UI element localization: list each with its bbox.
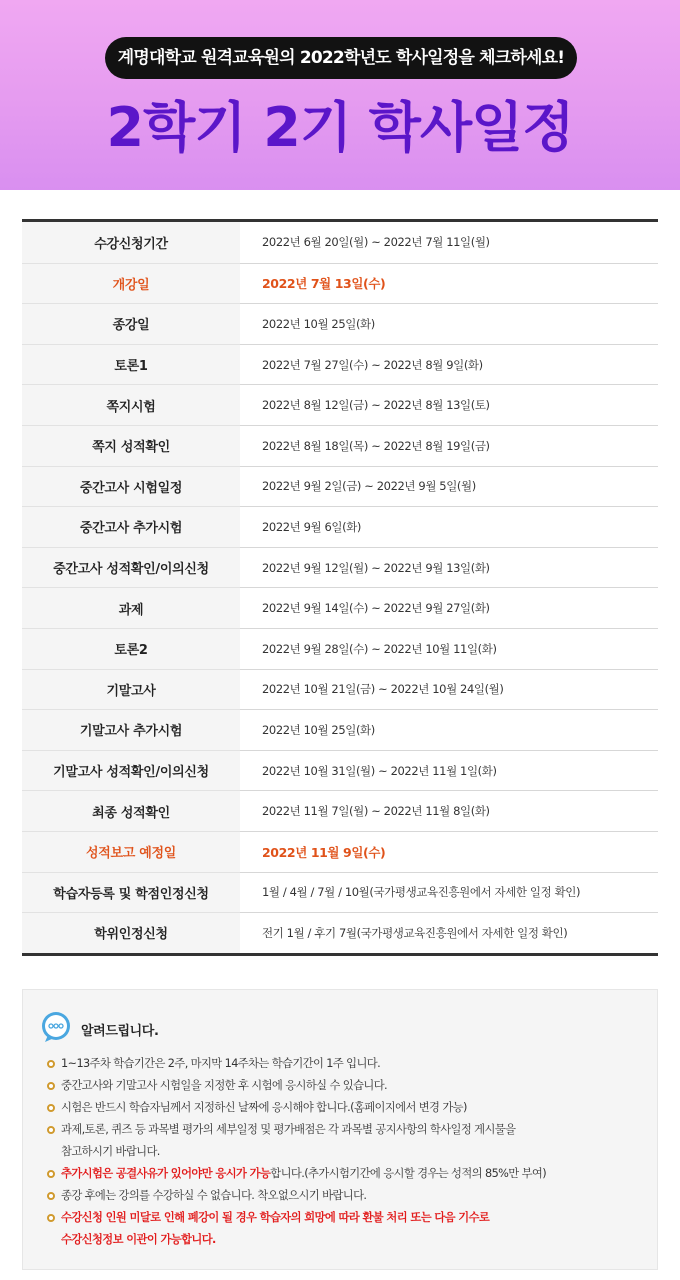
page-title: 2학기 2기 학사일정 bbox=[106, 96, 574, 159]
table-row bbox=[22, 425, 658, 466]
schedule-value: 2022년 9월 28일(수) ~ 2022년 10월 11일(화) bbox=[240, 628, 658, 669]
table-row bbox=[22, 506, 658, 547]
circle-bullet-icon bbox=[47, 1082, 55, 1090]
notice-list bbox=[45, 1053, 655, 1251]
table-row bbox=[22, 790, 658, 831]
list-item bbox=[45, 1097, 655, 1119]
schedule-label: 토론1 bbox=[22, 344, 240, 385]
schedule-value: 2022년 10월 25일(화) bbox=[240, 303, 658, 344]
circle-bullet-icon bbox=[47, 1126, 55, 1134]
schedule-value: 전기 1월 / 후기 7월(국가평생교육진흥원에서 자세한 일정 확인) bbox=[240, 912, 658, 953]
list-item bbox=[45, 1185, 655, 1207]
schedule-label: 기말고사 성적확인/이의신청 bbox=[22, 750, 240, 791]
schedule-label: 중간고사 추가시험 bbox=[22, 506, 240, 547]
table-row bbox=[22, 263, 658, 304]
schedule-value: 2022년 9월 2일(금) ~ 2022년 9월 5일(월) bbox=[240, 466, 658, 507]
table-row bbox=[22, 547, 658, 588]
schedule-value: 2022년 9월 6일(화) bbox=[240, 506, 658, 547]
schedule-label: 과제 bbox=[22, 587, 240, 628]
circle-bullet-icon bbox=[47, 1170, 55, 1178]
schedule-value: 2022년 8월 18일(목) ~ 2022년 8월 19일(금) bbox=[240, 425, 658, 466]
table-row bbox=[22, 750, 658, 791]
schedule-label: 쪽지 성적확인 bbox=[22, 425, 240, 466]
table-row bbox=[22, 669, 658, 710]
circle-bullet-icon bbox=[47, 1214, 55, 1222]
table-row bbox=[22, 303, 658, 344]
schedule-value: 2022년 9월 12일(월) ~ 2022년 9월 13일(화) bbox=[240, 547, 658, 588]
circle-bullet-icon bbox=[47, 1104, 55, 1112]
table-row bbox=[22, 831, 658, 872]
hero-subtitle-pill: 계명대학교 원격교육원의 2022학년도 학사일정을 체크하세요! bbox=[105, 37, 577, 79]
schedule-label: 학습자등록 및 학점인정신청 bbox=[22, 872, 240, 913]
schedule-label: 최종 성적확인 bbox=[22, 790, 240, 831]
schedule-value: 2022년 7월 13일(수) bbox=[240, 263, 658, 304]
schedule-table bbox=[22, 219, 658, 956]
table-row bbox=[22, 587, 658, 628]
schedule-label: 토론2 bbox=[22, 628, 240, 669]
notice-item-text: 중간고사와 기말고사 시험일을 지정한 후 시험에 응시하실 수 있습니다. bbox=[61, 1079, 387, 1092]
schedule-label: 수강신청기간 bbox=[22, 222, 240, 263]
schedule-label: 중간고사 성적확인/이의신청 bbox=[22, 547, 240, 588]
notice-item-text-cont: 참고하시기 바랍니다. bbox=[61, 1145, 160, 1158]
schedule-label: 성적보고 예정일 bbox=[22, 831, 240, 872]
schedule-value: 2022년 7월 27일(수) ~ 2022년 8월 9일(화) bbox=[240, 344, 658, 385]
schedule-label: 기말고사 추가시험 bbox=[22, 709, 240, 750]
table-row bbox=[22, 912, 658, 953]
schedule-value: 1월 / 4월 / 7월 / 10월(국가평생교육진흥원에서 자세한 일정 확인) bbox=[240, 872, 658, 913]
table-row bbox=[22, 384, 658, 425]
notice-item-emphasis-cont: 수강신청정보 이관이 가능합니다. bbox=[61, 1233, 216, 1246]
table-row bbox=[22, 222, 658, 263]
schedule-value: 2022년 11월 9일(수) bbox=[240, 831, 658, 872]
notice-item-emphasis: 추가시험은 공결사유가 있어야만 응시가 가능 bbox=[61, 1167, 271, 1180]
schedule-value: 2022년 8월 12일(금) ~ 2022년 8월 13일(토) bbox=[240, 384, 658, 425]
notice-item-text: 1~13주차 학습기간은 2주, 마지막 14주차는 학습기간이 1주 입니다. bbox=[61, 1057, 381, 1070]
notice-item-text: 종강 후에는 강의를 수강하실 수 없습니다. 착오없으시기 바랍니다. bbox=[61, 1189, 367, 1202]
notice-item-emphasis: 수강신청 인원 미달로 인해 폐강이 될 경우 학습자의 희망에 따라 환불 처리 또는 다음 기수로 bbox=[61, 1211, 490, 1224]
notice-item-text: 합니다.(추가시험기간에 응시할 경우는 성적의 85%만 부여) bbox=[270, 1167, 547, 1180]
list-item bbox=[45, 1075, 655, 1097]
notice-title: 알려드립니다. bbox=[81, 1024, 159, 1039]
table-row bbox=[22, 466, 658, 507]
table-row bbox=[22, 628, 658, 669]
circle-bullet-icon bbox=[47, 1060, 55, 1068]
list-item bbox=[45, 1053, 655, 1075]
schedule-label: 기말고사 bbox=[22, 669, 240, 710]
notice-box bbox=[22, 989, 658, 1270]
schedule-value: 2022년 11월 7일(월) ~ 2022년 11월 8일(화) bbox=[240, 790, 658, 831]
speech-bubble-icon bbox=[39, 1010, 73, 1044]
table-row bbox=[22, 709, 658, 750]
circle-bullet-icon bbox=[47, 1192, 55, 1200]
schedule-value: 2022년 10월 25일(화) bbox=[240, 709, 658, 750]
schedule-value: 2022년 9월 14일(수) ~ 2022년 9월 27일(화) bbox=[240, 587, 658, 628]
list-item bbox=[45, 1119, 655, 1163]
list-item bbox=[45, 1163, 655, 1185]
hero-banner bbox=[0, 0, 680, 190]
notice-item-text: 과제,토론, 퀴즈 등 과목별 평가의 세부일정 및 평가배점은 각 과목별 공지사항의 학사일정 게시물을 bbox=[61, 1123, 516, 1136]
schedule-label: 쪽지시험 bbox=[22, 384, 240, 425]
schedule-label: 종강일 bbox=[22, 303, 240, 344]
schedule-value: 2022년 10월 31일(월) ~ 2022년 11월 1일(화) bbox=[240, 750, 658, 791]
table-row bbox=[22, 344, 658, 385]
table-row bbox=[22, 872, 658, 913]
list-item bbox=[45, 1207, 655, 1251]
schedule-value: 2022년 6월 20일(월) ~ 2022년 7월 11일(월) bbox=[262, 235, 490, 250]
notice-item-text: 시험은 반드시 학습자님께서 지정하신 날짜에 응시해야 합니다.(홈페이지에서 변경 가능) bbox=[61, 1101, 467, 1114]
schedule-value: 2022년 10월 21일(금) ~ 2022년 10월 24일(월) bbox=[240, 669, 658, 710]
schedule-label: 중간고사 시험일정 bbox=[22, 466, 240, 507]
schedule-label: 학위인정신청 bbox=[22, 912, 240, 953]
schedule-label: 개강일 bbox=[22, 263, 240, 304]
